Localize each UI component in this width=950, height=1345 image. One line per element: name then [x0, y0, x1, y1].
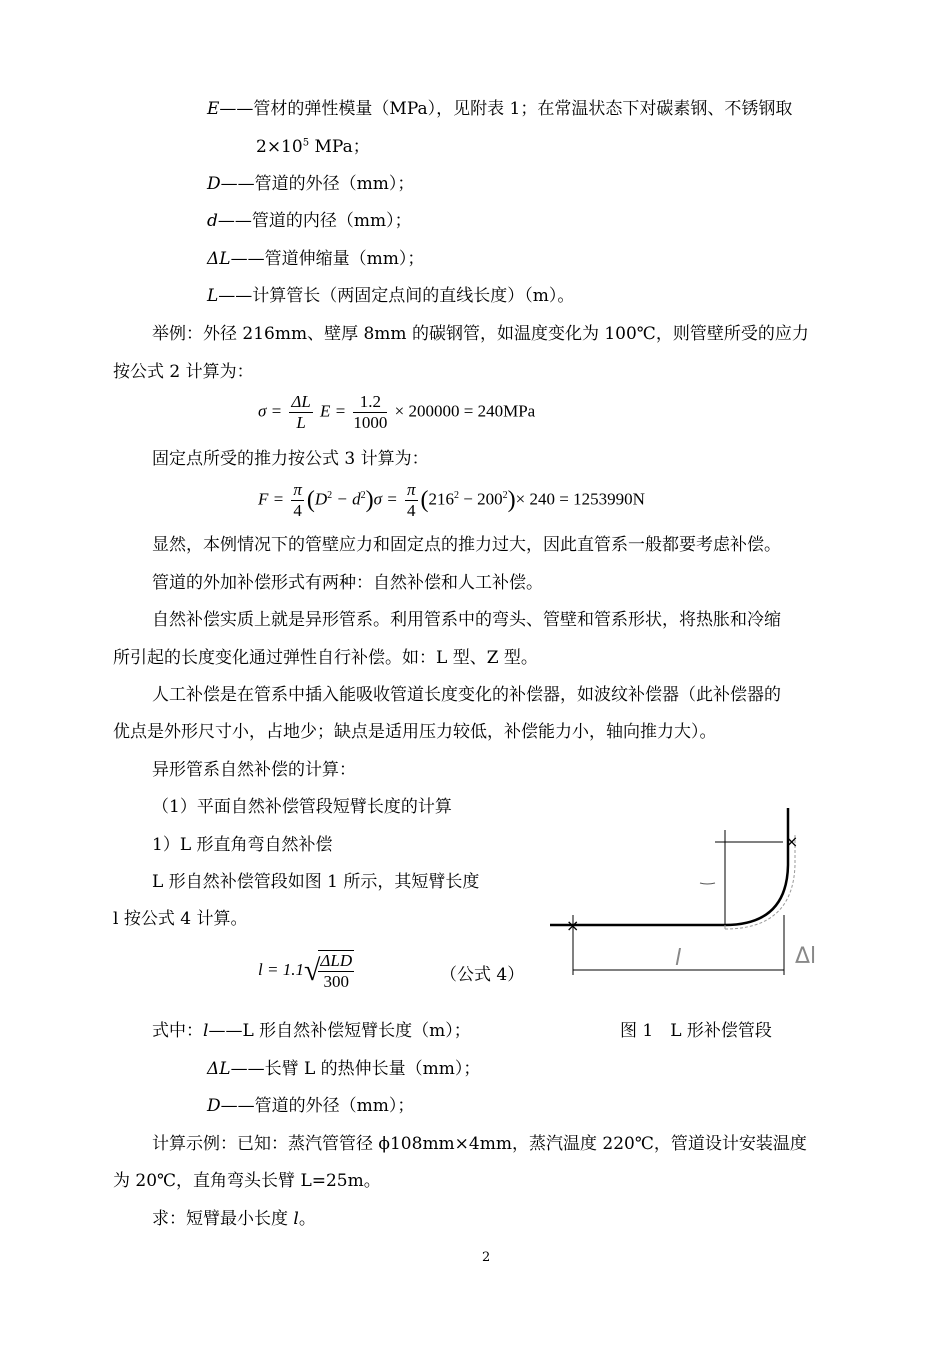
para-6b: l 按公式 4 计算。 — [113, 909, 248, 929]
label-delta-l: Δl — [795, 944, 817, 969]
def-E: E——管材的弹性模量（MPa），见附表 1；在常温状态下对碳素钢、不锈钢取 — [207, 99, 793, 119]
para-6a: L 形自然补偿管段如图 1 所示，其短臂长度 — [152, 872, 480, 892]
para-3b: 所引起的长度变化通过弹性自行补偿。如：L 型、Z 型。 — [113, 648, 538, 668]
subsection-heading: 1）L 形直角弯自然补偿 — [152, 835, 333, 855]
formula-stress: σ = $\frac{\Delta L}{L}$ E = $\frac{1.2}{1000}$ × 200000 = 240MPa — [258, 392, 536, 432]
formula-4-tag: （公式 4） — [440, 965, 525, 985]
def-D: D——管道的外径（mm）； — [207, 174, 415, 194]
para-3a: 自然补偿实质上就是异形管系。利用管系中的弯头、管壁和管系形状，将热胀和冷缩 — [152, 610, 781, 630]
def-deltaL-long: ΔL——长臂 L 的热伸长量（mm）； — [207, 1059, 481, 1079]
formula-4: l = 1.1√ $\frac{\text{ΔLD}}{300}$ — [258, 951, 353, 991]
para-2: 管道的外加补偿形式有两种：自然补偿和人工补偿。 — [152, 573, 543, 593]
def-l: 式中：l——L 形自然补偿短臂长度（m）； — [152, 1021, 471, 1041]
thrust-intro: 固定点所受的推力按公式 3 计算为： — [152, 449, 429, 469]
page-number: 2 — [482, 1250, 491, 1265]
calc-line2: 为 20℃，直角弯头长臂 L=25m。 — [113, 1171, 381, 1191]
formula-thrust: F = $\frac{\pi}{4}$ $(D^2 - d^2)\sigma$ = $\frac{\pi}{4}$ $(216^2 - 200^2)\times 240 = 1253990N$ — [258, 480, 645, 520]
para-4a: 人工补偿是在管系中插入能吸收管道长度变化的补偿器，如波纹补偿器（此补偿器的 — [152, 685, 781, 705]
example-line2: 按公式 2 计算为： — [113, 362, 254, 382]
pipe-line — [550, 808, 788, 925]
anchor-left-icon: × — [566, 916, 580, 935]
para-4b: 优点是外形尺寸小，占地少；缺点是适用压力较低，补偿能力小，轴向推力大）。 — [113, 722, 717, 742]
def-D-outer: D——管道的外径（mm）； — [207, 1096, 415, 1116]
label-l: l — [675, 946, 682, 971]
section-heading: （1）平面自然补偿管段短臂长度的计算 — [152, 797, 452, 817]
sketch-mark — [700, 883, 715, 884]
anchor-top-icon: × — [785, 832, 799, 851]
figure-caption: 图 1 L 形补偿管段 — [620, 1021, 772, 1041]
para-1: 显然，本例情况下的管壁应力和固定点的推力过大，因此直管系一般都要考虑补偿。 — [152, 535, 781, 555]
example-line1: 举例：外径 216mm、壁厚 8mm 的碳钢管，如温度变化为 100℃，则管壁所受的应力 — [152, 324, 809, 344]
def-deltaL: ΔL——管道伸缩量（mm）； — [207, 249, 425, 269]
calc-line3: 求：短臂最小长度 l。 — [152, 1209, 316, 1229]
def-E-value: $2\times 10^5$ MPa； — [256, 137, 370, 157]
figure-l-pipe — [545, 805, 835, 985]
calc-line1: 计算示例：已知：蒸汽管管径 ϕ108mm×4mm，蒸汽温度 220℃，管道设计安装温度 — [152, 1134, 807, 1154]
para-5: 异形管系自然补偿的计算： — [152, 760, 356, 780]
def-d: d——管道的内径（mm）； — [207, 211, 412, 231]
def-L: L——计算管长（两固定点间的直线长度）（m）。 — [207, 286, 575, 306]
